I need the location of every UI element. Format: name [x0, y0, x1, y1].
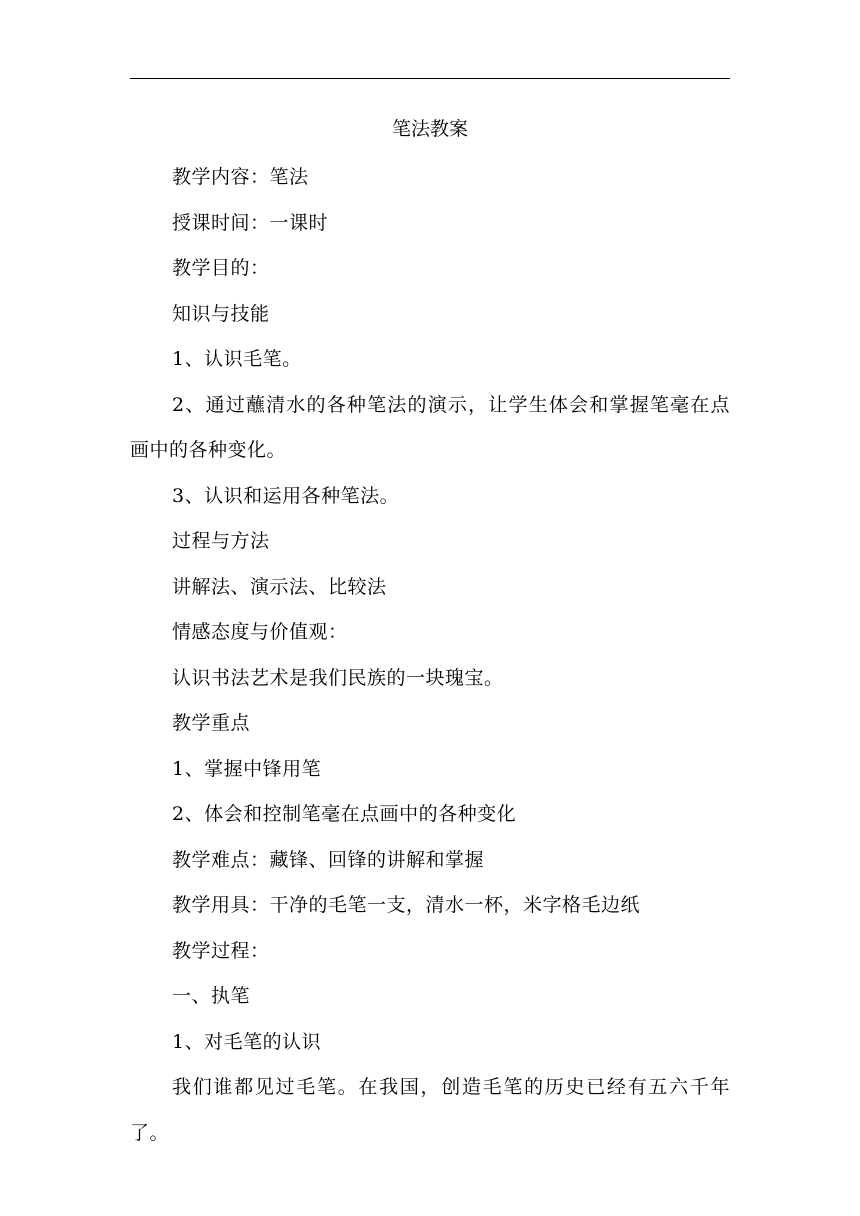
- paragraph-difficulties: 教学难点：藏锋、回锋的讲解和掌握: [172, 848, 485, 871]
- paragraph-subsection-1: 1、对毛笔的认识: [172, 1030, 322, 1053]
- paragraph-goal-3: 3、认识和运用各种笔法。: [172, 484, 400, 507]
- paragraph-attitude-values: 情感态度与价值观：: [172, 621, 348, 643]
- paragraph-tools: 教学用具：干净的毛笔一支，清水一杯，米字格毛边纸: [172, 894, 641, 916]
- paragraph-attitude-text: 认识书法艺术是我们民族的一块瑰宝。: [172, 666, 504, 689]
- document-body: [130, 110, 730, 1156]
- document-title: 笔法教案: [391, 118, 468, 140]
- paragraph-goal-2: 2、通过蘸清水的各种笔法的演示，让学生体会和掌握笔毫在点画中的各种变化。: [130, 393, 730, 461]
- paragraph-class-time: 授课时间：一课时: [172, 211, 329, 234]
- paragraph-key-point-2: 2、体会和控制笔毫在点画中的各种变化: [172, 803, 517, 825]
- paragraph-knowledge-skills: 知识与技能: [172, 302, 270, 325]
- paragraph-teaching-goals: 教学目的：: [172, 257, 270, 279]
- paragraph-brush-history: 我们谁都见过毛笔。在我国，创造毛笔的历史已经有五六千年了。: [130, 1076, 730, 1144]
- paragraph-process-methods: 过程与方法: [172, 530, 270, 552]
- paragraph-section-1: 一、执笔: [172, 985, 251, 1007]
- paragraph-teaching-content: 教学内容：笔法: [172, 166, 309, 188]
- paragraph-teaching-process: 教学过程：: [172, 939, 270, 962]
- paragraph-methods-list: 讲解法、演示法、比较法: [172, 575, 387, 598]
- header-rule: [130, 78, 730, 79]
- paragraph-key-point-1: 1、掌握中锋用笔: [172, 757, 322, 780]
- paragraph-key-points: 教学重点: [172, 712, 251, 734]
- paragraph-goal-1: 1、认识毛笔。: [172, 348, 302, 370]
